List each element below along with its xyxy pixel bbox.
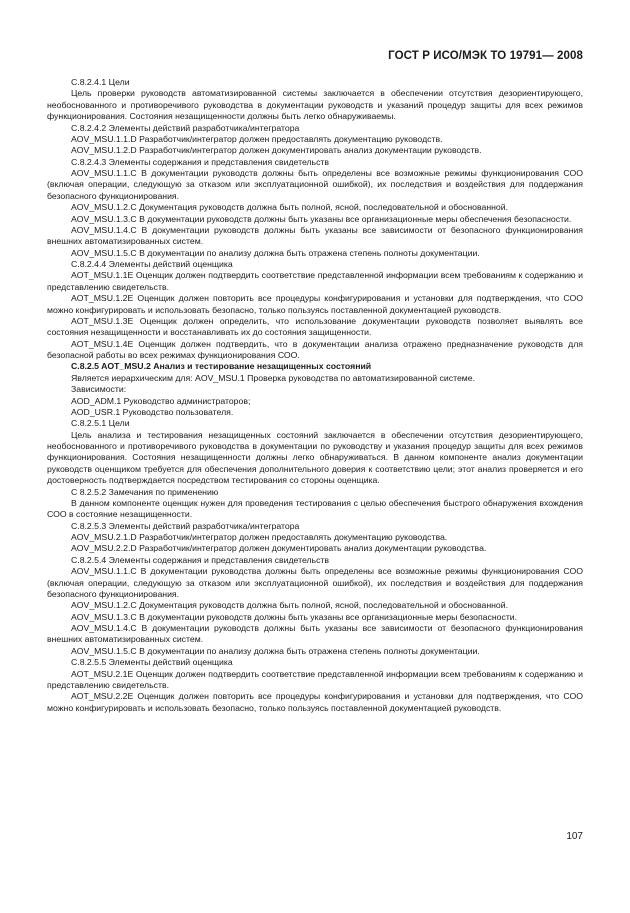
paragraph: AOV_MSU.1.1.D Разработчик/интегратор должен предоставлять документацию руководств.	[71, 133, 443, 144]
paragraph: AOV_MSU.2.1.D Разработчик/интегратор должен предоставлять документацию руководства.	[71, 532, 448, 542]
paragraph: AOT_MSU.1.1E Оценщик должен подтвердить соответствие представленной информации всем требованиям к содержанию и представлению свидетельств.	[47, 270, 583, 292]
paragraph: AOV_MSU.2.2.D Разработчик/интегратор должен документировать анализ документации руководства.	[71, 543, 487, 554]
paragraph: C.8.2.4.3 Элементы содержания и представления свидетельств	[71, 156, 330, 167]
paragraph: Цель проверки руководств автоматизированной системы заключается в обеспечении отсутствия дезориентирующего, необоснованного и противоречивого руководства в документации руководств и указаний процедур защиты для всех режимов функционирования. Состояния незащищенности должны быть легко обнаруживаемы.	[47, 88, 583, 122]
paragraph: AOV_MSU.1.5.C В документации по анализу должна быть отражена степень полноты документации.	[71, 645, 480, 656]
paragraph: В данном компоненте оценщик нужен для проведения тестирования с целью обеспечения быстрого обнаружения вхождения СОО в состояние незащищенности.	[47, 497, 583, 520]
paragraph: C.8.2.5.1 Цели	[71, 418, 130, 429]
paragraph: C.8.2.4.1 Цели	[71, 77, 130, 87]
paragraph: AOV_MSU.1.4.C В документации руководств должны быть указаны все зависимости от безопасного функционирования внешних автоматизированных систем.	[47, 224, 583, 247]
paragraph: AOV_MSU.1.2.C Документация руководств должна быть полной, ясной, последовательной и обоснованной.	[71, 202, 509, 213]
paragraph: C 8.2.5.2 Замечания по применению	[71, 486, 219, 497]
paragraph: AOD_USR.1 Руководство пользователя.	[71, 406, 234, 417]
paragraph: AOV_MSU.1.1.C В документации руководств должны быть определены все возможные режимы функционирования СОО (включая операции, следующую за отказом или эксплуатационной ошибкой), их последствия и воздействия для поддержания безопасного функционирования.	[47, 168, 583, 201]
paragraph: AOV_MSU.1.4.C В документации руководств должны быть указаны все зависимости от безопасного функционирования внешних автоматизированных систем.	[47, 623, 583, 645]
paragraph: AOV_MSU.1.1.C В документации руководства должны быть определены все возможные режимы функционирования СОО (включая операции, следующую за отказом или эксплуатационной ошибкой), их последствия и воздействия для поддержания безопасного функционирования.	[47, 566, 583, 599]
paragraph: C.8.2.5.4 Элементы содержания и представления свидетельств	[71, 554, 330, 565]
section-heading: C.8.2.5 AOT_MSU.2 Анализ и тестирование незащищенных состояний	[71, 361, 372, 372]
paragraph: Цель анализа и тестирования незащищенных состояний заключается в обеспечении отсутствия дезориентирующего, необоснованного и противоречивого руководства в документации по руководству и указания процедур защиты для всех режимов функционирования. Состояния незащищенности должны легко обнаруживаться. В данном компоненте анализ документации руководств оценщиком требуется для обеспечения дополнительного доверия к соответствию цели; этот анализ проверяется и его достоверность подтверждается посредством тестирования со стороны оценщика.	[47, 429, 583, 486]
paragraph: AOV_MSU.1.3.C В документации руководств должны быть указаны все организационные меры безопасности.	[71, 611, 518, 622]
paragraph: AOD_ADM.1 Руководство администраторов;	[71, 395, 251, 406]
paragraph: C.8.2.4.4 Элементы действий оценщика	[71, 259, 233, 269]
paragraph: C.8.2.5.3 Элементы действий разработчика/интегратора	[71, 520, 300, 531]
paragraph: AOV_MSU.1.2.C Документация руководств должна быть полной, ясной, последовательной и обоснованной.	[71, 600, 509, 611]
paragraph: AOT_MSU.1.4E Оценщик должен подтвердить, что в документации анализа отражено предназначение руководств для безопасной работы во всех режимах функционирования СОО.	[47, 338, 583, 360]
document-body	[47, 77, 583, 714]
page-number: 107	[566, 831, 583, 842]
paragraph: AOV_MSU.1.5.C В документации по анализу должна быть отражена степень полноты документации.	[71, 247, 480, 258]
paragraph: AOT_MSU.2.2E Оценщик должен повторить все процедуры конфигурирования и установки для подтверждения, что СОО можно конфигурировать и использовать безопасно, только пользуясь поставленной документацией руководств.	[47, 691, 583, 713]
paragraph: AOT_MSU.1.3E Оценщик должен определить, что использование документации руководств позволяет выявлять все состояния незащищенности и восстанавливать их до состояния защищенности.	[47, 315, 583, 338]
paragraph: AOV_MSU.1.3.C В документации руководств должны быть указаны все организационные меры обеспечения безопасности.	[71, 213, 572, 224]
paragraph: AOT_MSU.1.2E Оценщик должен повторить все процедуры конфигурирования и установки для подтверждения, что СОО можно конфигурировать и использовать безопасно, только пользуясь поставленной документацией руководств.	[47, 293, 583, 315]
paragraph: AOT_MSU.2.1E Оценщик должен подтвердить соответствие представленной информации всем требованиям к содержанию и представлению свидетельств.	[47, 668, 583, 690]
document-header: ГОСТ Р ИСО/МЭК ТО 19791— 2008	[388, 50, 583, 62]
paragraph: C.8.2.5.5 Элементы действий оценщика	[71, 657, 233, 668]
paragraph: AOV_MSU.1.2.D Разработчик/интегратор должен документировать анализ документации руководств.	[71, 145, 482, 156]
paragraph: Является иерархическим для: AOV_MSU.1 Проверка руководства по автоматизированной системе.	[71, 372, 476, 383]
paragraph: Зависимости:	[71, 384, 127, 395]
paragraph: C.8.2.4.2 Элементы действий разработчика/интегратора	[71, 122, 300, 133]
